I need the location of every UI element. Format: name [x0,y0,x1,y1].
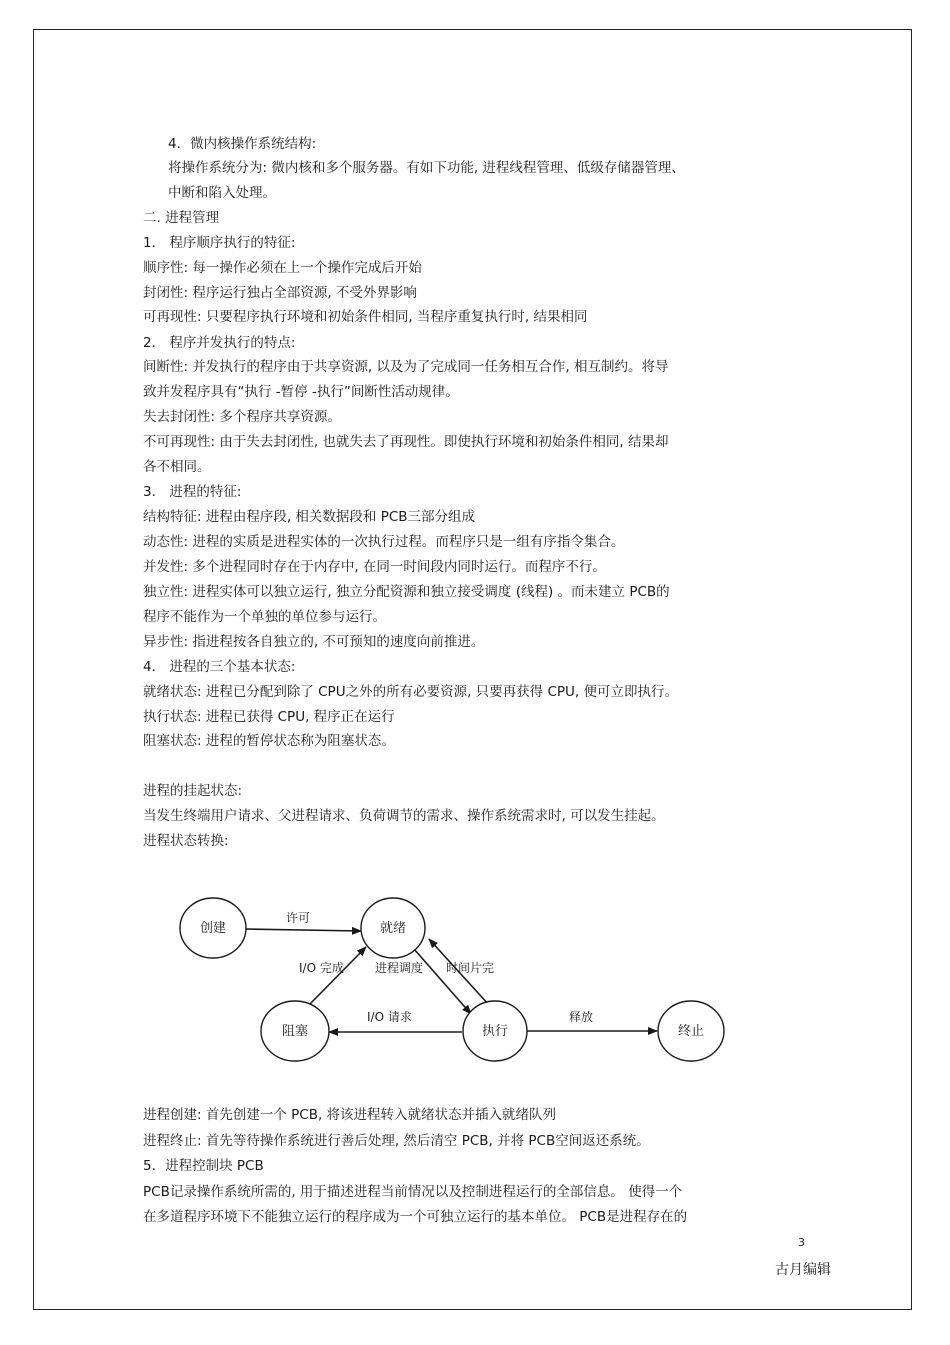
text-line: 异步性: 指进程按各自独立的, 不可预知的速度向前推进。 [143,634,485,650]
text-line: 就绪状态: 进程已分配到除了 CPU之外的所有必要资源, 只要再获得 CPU, 便可立即执行。 [143,684,678,700]
text-line: 进程创建: 首先创建一个 PCB, 将该进程转入就绪状态并插入就绪队列 [143,1107,557,1123]
node-ready-label: 就绪 [379,921,407,936]
text-line: 2． 程序并发执行的特点: [143,335,296,351]
text-line: 4． 进程的三个基本状态: [143,659,296,675]
text-line: 当发生终端用户请求、父进程请求、负荷调节的需求、操作系统需求时, 可以发生挂起。 [143,808,665,824]
editor-credit: 古月编辑 [775,1262,831,1278]
text-line: 致并发程序具有“执行 -暂停 -执行”间断性活动规律。 [143,384,459,400]
text-line: 在多道程序环境下不能独立运行的程序成为一个可独立运行的基本单位。 PCB是进程存在的 [143,1209,688,1225]
text-line: 进程的挂起状态: [143,783,243,799]
text-line: 阻塞状态: 进程的暂停状态称为阻塞状态。 [143,733,395,749]
text-line: 可再现性: 只要程序执行环境和初始条件相同, 当程序重复执行时, 结果相同 [143,309,588,325]
text-line: 进程状态转换: [143,833,229,849]
page-number: 3 [798,1236,805,1249]
text-line: 间断性: 并发执行的程序由于共享资源, 以及为了完成同一任务相互合作, 相互制约。将导 [143,359,669,375]
text-line: 不可再现性: 由于失去封闭性, 也就失去了再现性。即使执行环境和初始条件相同, 结果却 [143,434,669,450]
edge-schedule-label: 进程调度 [375,961,424,975]
text-line: 中断和陷入处理。 [168,185,276,201]
text-line: 各不相同。 [143,459,211,475]
text-line: 结构特征: 进程由程序段, 相关数据段和 PCB三部分组成 [143,509,476,525]
node-create-label: 创建 [199,921,227,936]
edge-io-request-label: I/O 请求 [367,1010,412,1024]
text-line: 封闭性: 程序运行独占全部资源, 不受外界影响 [143,285,417,301]
edge-schedule [414,949,471,1014]
text-line: 程序不能作为一个单独的单位参与运行。 [143,609,386,625]
node-running-label: 执行 [481,1024,509,1039]
node-terminate-label: 终止 [677,1024,705,1039]
section-heading: 二. 进程管理 [143,210,220,226]
text-line: 4．微内核操作系统结构: [168,136,317,152]
text-line: 动态性: 进程的实质是进程实体的一次执行过程。而程序只是一组有序指令集合。 [143,534,625,550]
node-blocked-label: 阻塞 [281,1024,309,1039]
text-line: 顺序性: 每一操作必须在上一个操作完成后开始 [143,260,422,276]
edge-permit-label: 许可 [286,911,311,925]
text-line: 独立性: 进程实体可以独立运行, 独立分配资源和独立接受调度 (线程) 。而未建立 PCB的 [143,584,670,600]
text-line: 3． 进程的特征: [143,484,242,500]
edge-permit [246,929,361,931]
edge-io-done [309,947,366,1005]
text-line: PCB记录操作系统所需的, 用于描述进程当前情况以及控制进程运行的全部信息。 使得一个 [143,1184,683,1200]
text-line: 进程终止: 首先等待操作系统进行善后处理, 然后清空 PCB, 并将 PCB空间返还系统。 [143,1133,650,1149]
text-line: 1． 程序顺序执行的特征: [143,235,296,251]
edge-release-label: 释放 [569,1010,594,1024]
text-line: 5．进程控制块 PCB [143,1158,264,1174]
text-line: 失去封闭性: 多个程序共享资源。 [143,409,341,425]
edge-timeslice-label: 时间片完 [446,961,495,975]
text-line: 执行状态: 进程已获得 CPU, 程序正在运行 [143,709,395,725]
text-line: 将操作系统分为: 微内核和多个服务器。有如下功能, 进程线程管理、低级存储器管理、 [168,160,685,176]
edge-io-done-label: I/O 完成 [299,961,344,975]
text-line: 并发性: 多个进程同时存在于内存中, 在同一时间段内同时运行。而程序不行。 [143,559,606,575]
